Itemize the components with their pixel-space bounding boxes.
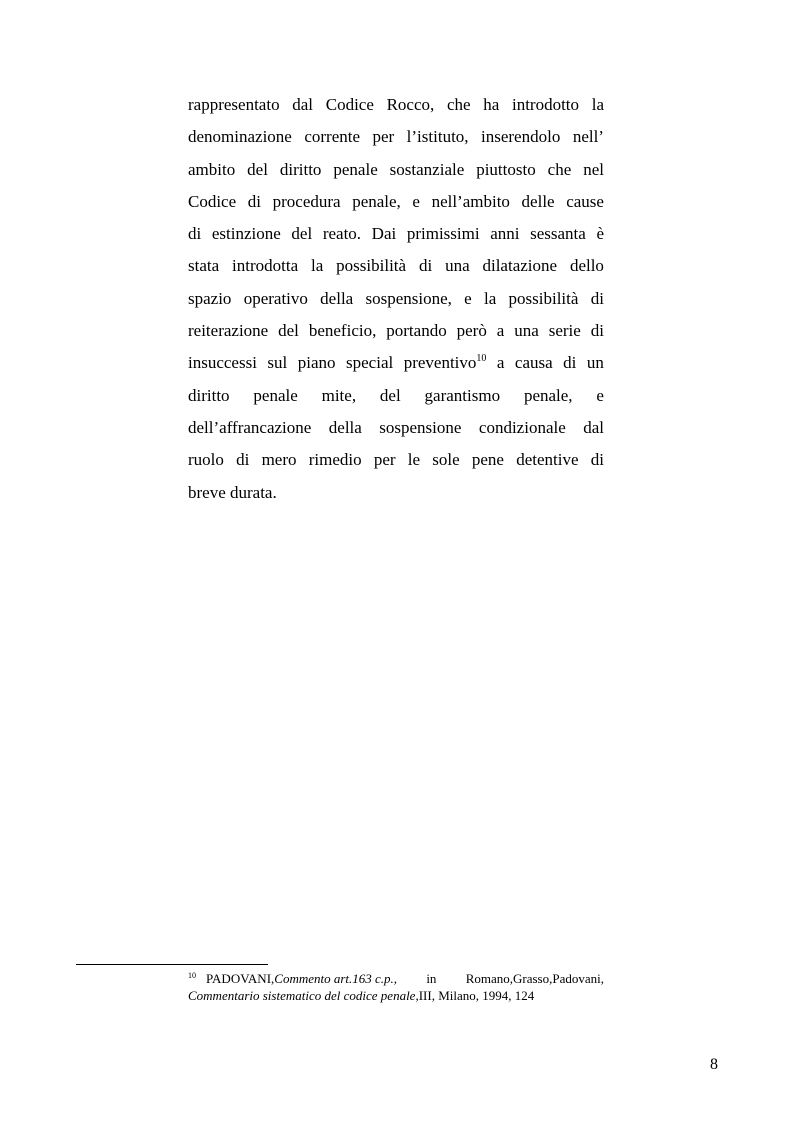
text-line: spazio operativo della sospensione, e la possibilità di <box>188 288 604 308</box>
text-line: reiterazione del beneficio, portando però a una serie di <box>188 321 604 341</box>
text-line-last: breve durata. <box>188 482 277 502</box>
footnote-number: 10 <box>188 971 196 980</box>
page-number: 8 <box>710 1056 718 1073</box>
footnote <box>188 970 604 1004</box>
text-line: ambito del diritto penale sostanziale piuttosto che nel <box>188 159 604 179</box>
footnote-line <box>188 987 604 1004</box>
footnote-separator <box>76 964 268 965</box>
text-line: insuccessi sul piano special preventivo$^{10}$ a causa di un <box>188 353 604 373</box>
text-line: dell’affrancazione della sospensione condizionale dal <box>188 417 604 437</box>
text-line: ruolo di mero rimedio per le sole pene detentive di <box>188 450 604 470</box>
footnote-author: PADOVANI, <box>206 971 275 986</box>
footnote-work: Commentario sistematico del codice penale, <box>188 988 419 1003</box>
text-line: di estinzione del reato. Dai primissimi anni sessanta è <box>188 224 604 244</box>
footnote-in: in <box>426 971 437 986</box>
body-paragraph <box>188 89 604 509</box>
text-line: denominazione corrente per l’istituto, inserendolo nell’ <box>188 127 604 147</box>
footnote-title: Commento art.163 c.p., <box>274 971 398 986</box>
text-line: Codice di procedura penale, e nell’ambito delle cause <box>188 191 604 211</box>
text-line: rappresentato dal Codice Rocco, che ha introdotto la <box>188 95 604 114</box>
text-line: diritto penale mite, del garantismo penale, e <box>188 385 604 405</box>
text-line: stata introdotta la possibilità di una dilatazione dello <box>188 256 604 276</box>
footnote-line <box>188 970 604 987</box>
footnote-editors: Romano,Grasso,Padovani, <box>465 971 604 986</box>
footnote-details: III, Milano, 1994, 124 <box>418 988 535 1003</box>
footnote-reference[interactable]: 10 <box>476 353 487 365</box>
